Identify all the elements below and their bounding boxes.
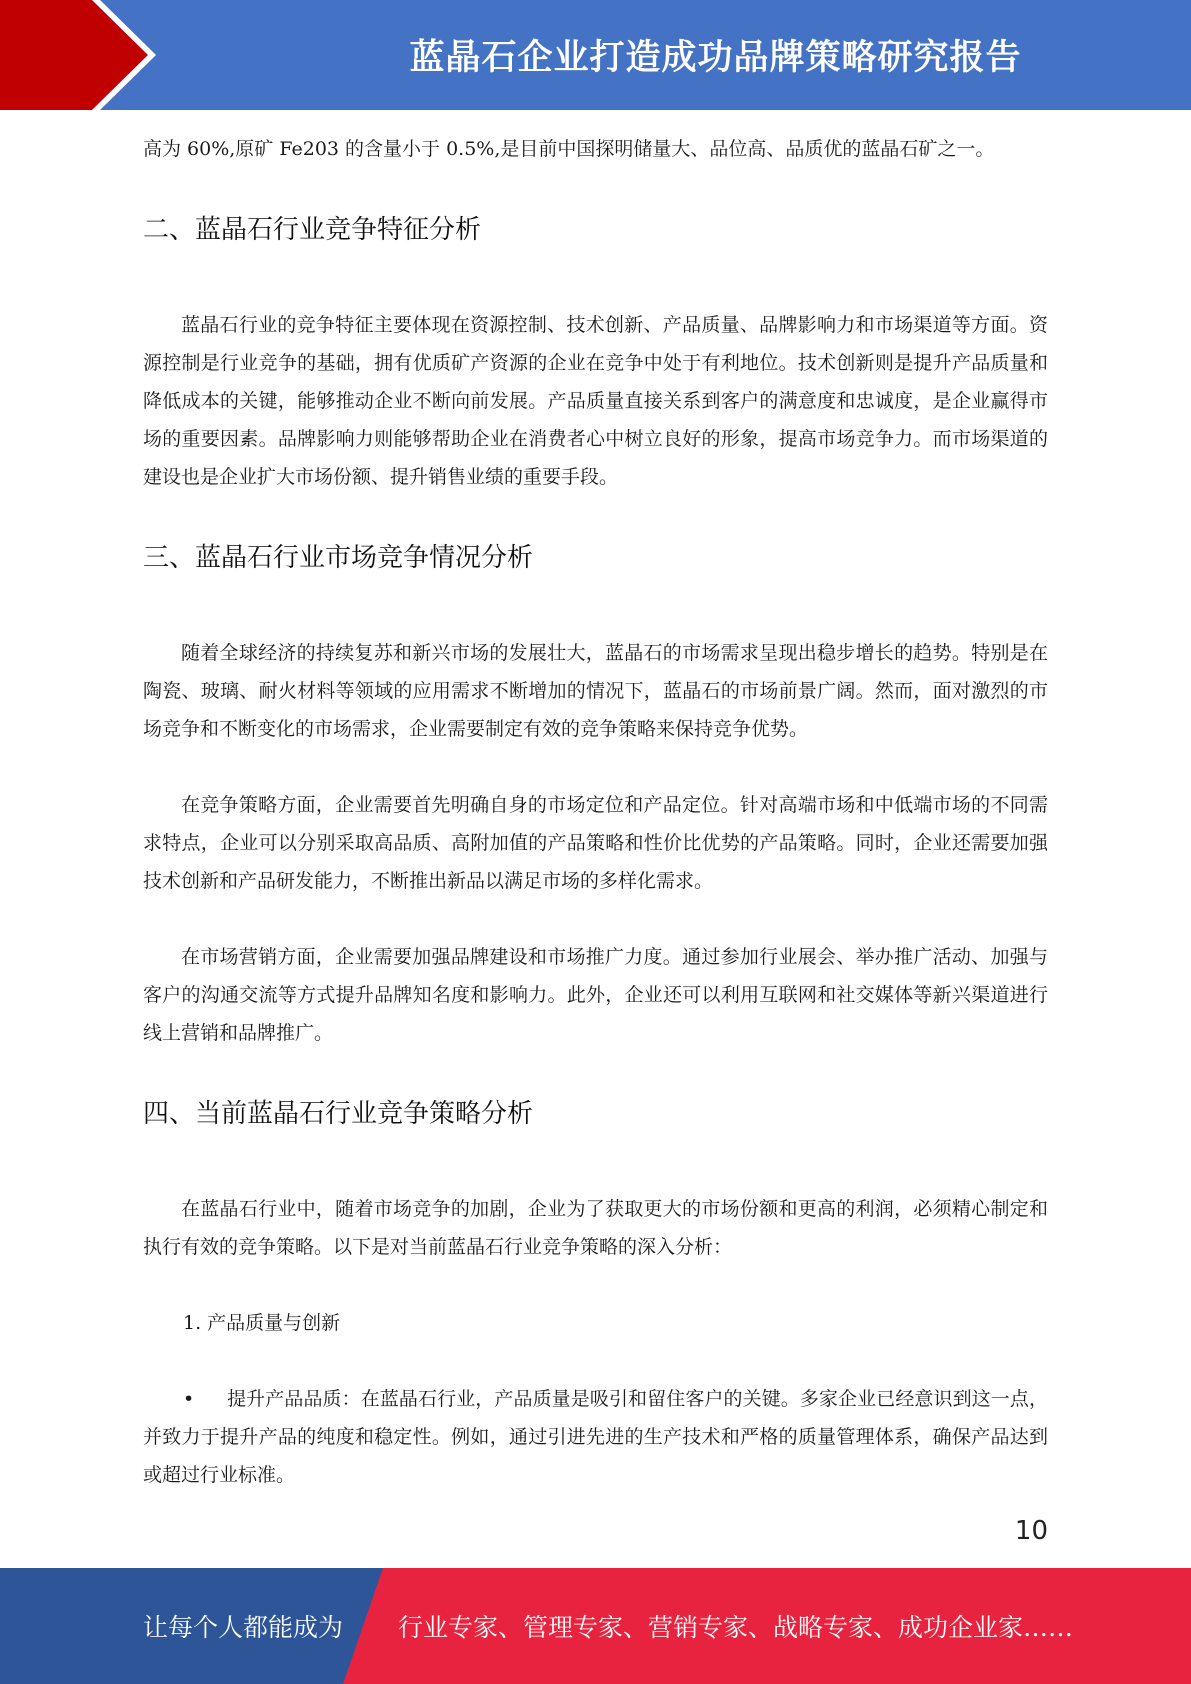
page-number: 10 (1014, 1516, 1048, 1546)
footer-slogan-left: 让每个人都能成为 (143, 1613, 344, 1642)
bullet-item (143, 1380, 1048, 1494)
section-heading-3: 三、蓝晶石行业市场竞争情况分析 (143, 543, 534, 573)
paragraph: 随着全球经济的持续复苏和新兴市场的发展壮大，蓝晶石的市场需求呈现出稳步增长的趋势。特别是在陶瓷、玻璃、耐火材料等领域的应用需求不断增加的情况下，蓝晶石的市场前景广阔。然而，面对激烈的市场竞争和不断变化的市场需求，企业需要制定有效的竞争策略来保持竞争优势。 (143, 642, 1048, 740)
section-heading-2: 二、蓝晶石行业竞争特征分析 (143, 215, 482, 245)
intro-line: 高为 60%,原矿 Fe203 的含量小于 0.5%,是目前中国探明储量大、品位高、品质优的蓝晶石矿之一。 (143, 138, 995, 160)
numbered-list-item: 1. 产品质量与创新 (183, 1312, 341, 1334)
paragraph: 在市场营销方面，企业需要加强品牌建设和市场推广力度。通过参加行业展会、举办推广活动、加强与客户的沟通交流等方式提升品牌知名度和影响力。此外，企业还可以利用互联网和社交媒体等新兴渠道进行线上营销和品牌推广。 (143, 946, 1048, 1044)
bullet-icon: • (183, 1388, 195, 1410)
footer-slogan-right: 行业专家、管理专家、营销专家、战略专家、成功企业家…… (398, 1613, 1074, 1642)
section-heading-4: 四、当前蓝晶石行业竞争策略分析 (143, 1099, 534, 1129)
page-header (0, 0, 1191, 110)
page-footer (0, 1568, 1191, 1684)
paragraph: 在蓝晶石行业中，随着市场竞争的加剧，企业为了获取更大的市场份额和更高的利润，必须精心制定和执行有效的竞争策略。以下是对当前蓝晶石行业竞争策略的深入分析： (143, 1198, 1048, 1258)
header-title: 蓝晶石企业打造成功品牌策略研究报告 (409, 38, 1022, 78)
document-body (143, 130, 1048, 1494)
paragraph: 蓝晶石行业的竞争特征主要体现在资源控制、技术创新、产品质量、品牌影响力和市场渠道等方面。资源控制是行业竞争的基础，拥有优质矿产资源的企业在竞争中处于有利地位。技术创新则是提升产品质量和降低成本的关键，能够推动企业不断向前发展。产品质量直接关系到客户的满意度和忠诚度，是企业赢得市场的重要因素。品牌影响力则能够帮助企业在消费者心中树立良好的形象，提高市场竞争力。而市场渠道的建设也是企业扩大市场份额、提升销售业绩的重要手段。 (143, 314, 1048, 488)
bullet-text: 提升产品品质：在蓝晶石行业，产品质量是吸引和留住客户的关键。多家企业已经意识到这一点，并致力于提升产品的纯度和稳定性。例如，通过引进先进的生产技术和严格的质量管理体系，确保产品达到或超过行业标准。 (143, 1388, 1048, 1486)
paragraph: 在竞争策略方面，企业需要首先明确自身的市场定位和产品定位。针对高端市场和中低端市场的不同需求特点，企业可以分别采取高品质、高附加值的产品策略和性价比优势的产品策略。同时，企业还需要加强技术创新和产品研发能力，不断推出新品以满足市场的多样化需求。 (143, 794, 1048, 892)
